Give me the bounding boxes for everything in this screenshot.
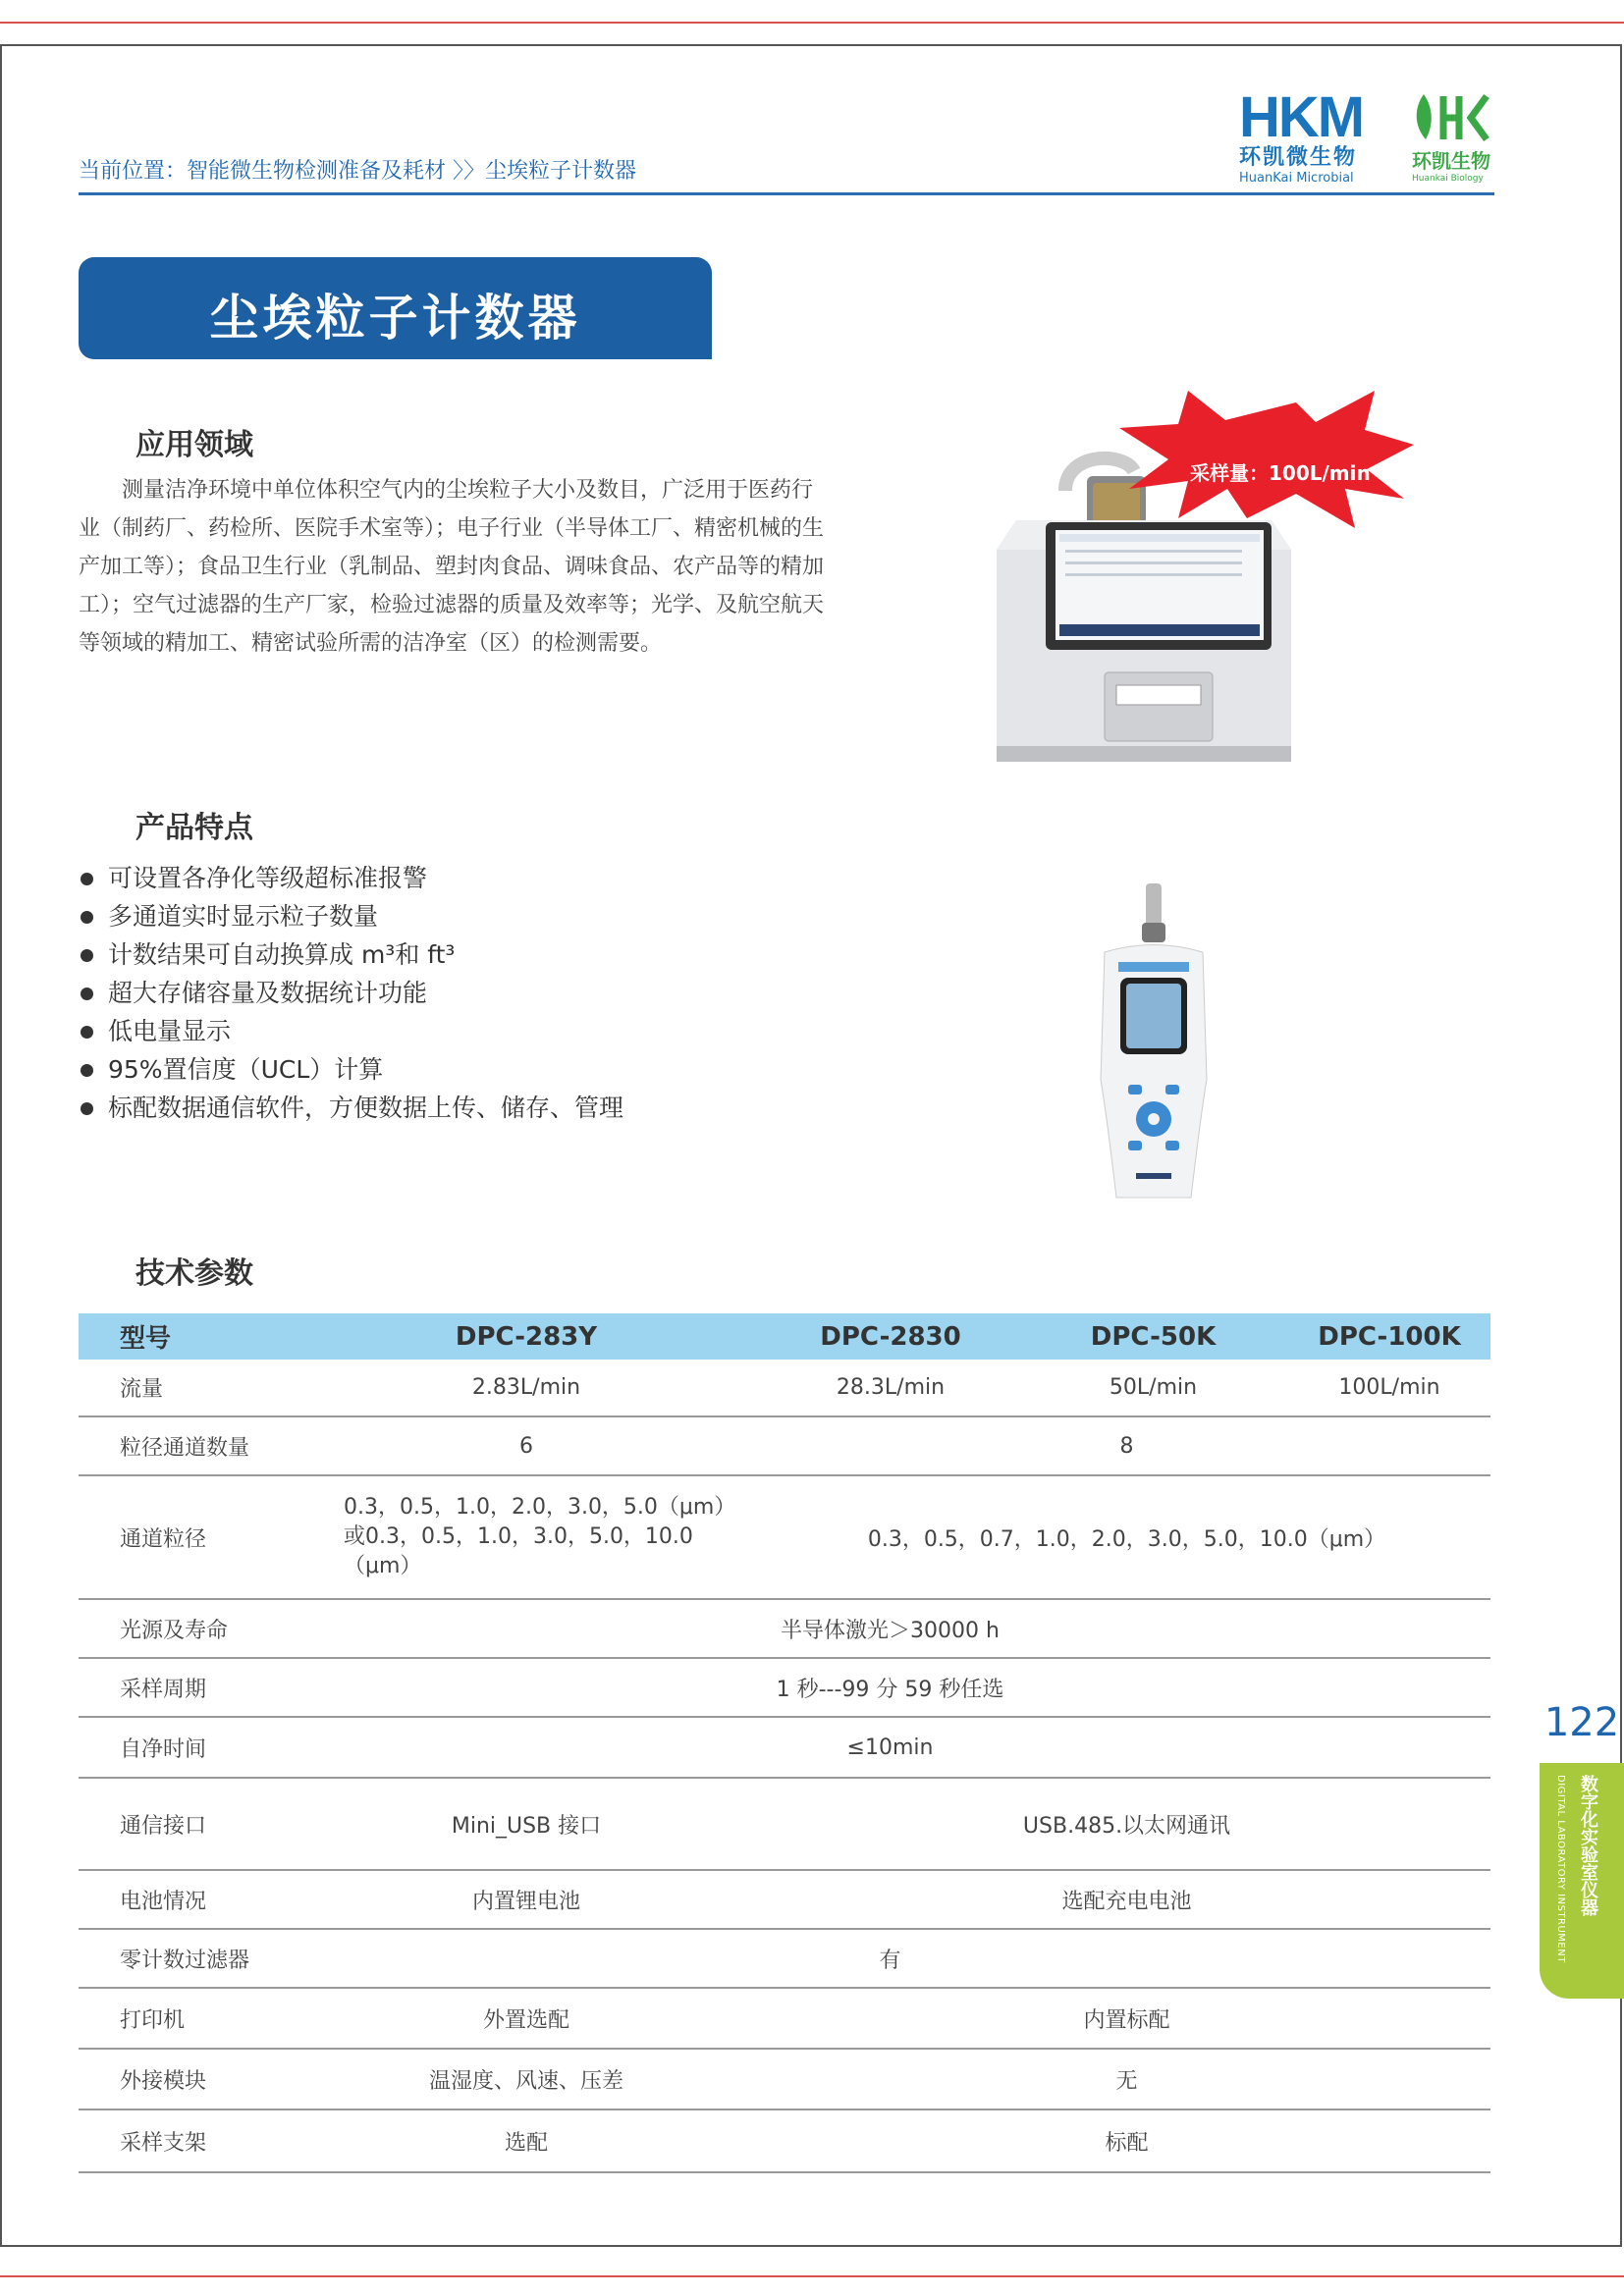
page-title: 尘埃粒子计数器	[209, 290, 581, 347]
feature-item: 计数结果可自动换算成 m³和 ft³	[79, 935, 825, 974]
cell: 内置标配	[763, 1988, 1490, 2049]
feature-item: 95%置信度（UCL）计算	[79, 1050, 825, 1089]
cell: 内置锂电池	[290, 1870, 763, 1929]
spec-table	[79, 1313, 1490, 2173]
row-label: 通道粒径	[79, 1475, 290, 1599]
section-tab	[1540, 1763, 1624, 1999]
handheld-counter-image	[1085, 883, 1222, 1212]
row-label: 电池情况	[79, 1870, 290, 1929]
row-label: 通信接口	[79, 1778, 290, 1870]
table-row	[79, 2109, 1490, 2172]
model-dpc-50k: DPC-50K	[1018, 1313, 1288, 1360]
hkm-logo-mark: HKM	[1239, 85, 1364, 149]
row-label: 光源及寿命	[79, 1599, 290, 1658]
row-label: 采样支架	[79, 2109, 290, 2172]
cell: 0.3，0.5，1.0，2.0，3.0，5.0（μm）或0.3，0.5，1.0，3.0，5.0，10.0（μm）	[290, 1475, 763, 1599]
cell: 半导体激光＞30000 h	[290, 1599, 1490, 1658]
model-dpc-2830: DPC-2830	[763, 1313, 1018, 1360]
feature-item: 标配数据通信软件，方便数据上传、储存、管理	[79, 1089, 825, 1127]
header-rule	[79, 192, 1494, 195]
cell: 选配充电电池	[763, 1870, 1490, 1929]
table-row	[79, 2049, 1490, 2109]
table-row	[79, 1599, 1490, 1658]
cell: ≤10min	[290, 1717, 1490, 1778]
specs-heading: 技术参数	[135, 1256, 253, 1291]
row-label: 打印机	[79, 1988, 290, 2049]
hkm-logo-en: HuanKai Microbial	[1239, 171, 1354, 186]
section-label-en: DIGITAL LABORATORY INSTRUMENT	[1555, 1775, 1566, 1963]
table-row	[79, 1778, 1490, 1870]
model-dpc-100k: DPC-100K	[1288, 1313, 1490, 1360]
cell: 标配	[763, 2109, 1490, 2172]
feature-item: 多通道实时显示粒子数量	[79, 897, 825, 935]
cell: 选配	[290, 2109, 763, 2172]
bhk-logo-en: Huankai Biology	[1412, 174, 1484, 184]
cell: 8	[763, 1416, 1490, 1475]
feature-item: 可设置各净化等级超标准报警	[79, 859, 825, 897]
cell: 温湿度、风速、压差	[290, 2049, 763, 2109]
cell: 外置选配	[290, 1988, 763, 2049]
table-row	[79, 1929, 1490, 1988]
row-label: 流量	[79, 1360, 290, 1416]
feature-item: 超大存储容量及数据统计功能	[79, 974, 825, 1012]
row-label: 粒径通道数量	[79, 1416, 290, 1475]
cell: 有	[290, 1929, 1490, 1988]
page-title-banner	[79, 257, 712, 359]
features-heading: 产品特点	[135, 811, 253, 845]
cell: 100L/min	[1288, 1360, 1490, 1416]
cell: 2.83L/min	[290, 1360, 763, 1416]
bottom-rule	[0, 2275, 1624, 2277]
table-row	[79, 1360, 1490, 1416]
application-heading: 应用领域	[135, 428, 253, 462]
table-row	[79, 1416, 1490, 1475]
model-header: 型号	[79, 1313, 290, 1360]
features-list	[79, 859, 825, 1127]
breadcrumb[interactable]: 当前位置：智能微生物检测准备及耗材 〉〉尘埃粒子计数器	[79, 159, 636, 184]
table-row	[79, 1475, 1490, 1599]
feature-item: 低电量显示	[79, 1012, 825, 1050]
bhk-logo	[1412, 90, 1490, 185]
cell: 0.3，0.5，0.7，1.0，2.0，3.0，5.0，10.0（μm）	[763, 1475, 1490, 1599]
cell: 6	[290, 1416, 763, 1475]
page-number: 122	[1543, 1700, 1620, 1745]
sampling-volume-label: 采样量：100L/min	[1190, 461, 1371, 485]
cell: 50L/min	[1018, 1360, 1288, 1416]
cell: Mini_USB 接口	[290, 1778, 763, 1870]
model-dpc-283y: DPC-283Y	[290, 1313, 763, 1360]
cell: 无	[763, 2049, 1490, 2109]
row-label: 零计数过滤器	[79, 1929, 290, 1988]
hkm-logo-cn: 环凯微生物	[1239, 145, 1358, 170]
cell: USB.485.以太网通讯	[763, 1778, 1490, 1870]
top-rule	[0, 22, 1624, 24]
table-row	[79, 1988, 1490, 2049]
table-row	[79, 1870, 1490, 1929]
section-label-cn: 数字化实验室仪器	[1578, 1775, 1598, 1916]
cell: 28.3L/min	[763, 1360, 1018, 1416]
table-row	[79, 1658, 1490, 1717]
spec-header-row	[79, 1313, 1490, 1360]
table-row	[79, 1717, 1490, 1778]
row-label: 自净时间	[79, 1717, 290, 1778]
bhk-logo-cn: 环凯生物	[1412, 149, 1490, 173]
hkm-logo	[1239, 85, 1364, 187]
row-label: 外接模块	[79, 2049, 290, 2109]
leaf-icon	[1412, 90, 1490, 145]
application-text: 测量洁净环境中单位体积空气内的尘埃粒子大小及数目，广泛用于医药行业（制药厂、药检所、医院手术室等）；电子行业（半导体工厂、精密机械的生产加工等）；食品卫生行业（乳制品、塑封肉食品、调味食品、农产品等的精加工）；空气过滤器的生产厂家，检验过滤器的质量及效率等；光学、及航空航天等领域的精加工、精密试验所需的洁净室（区）的检测需要。	[79, 478, 825, 656]
row-label: 采样周期	[79, 1658, 290, 1717]
cell: 1 秒---99 分 59 秒任选	[290, 1658, 1490, 1717]
